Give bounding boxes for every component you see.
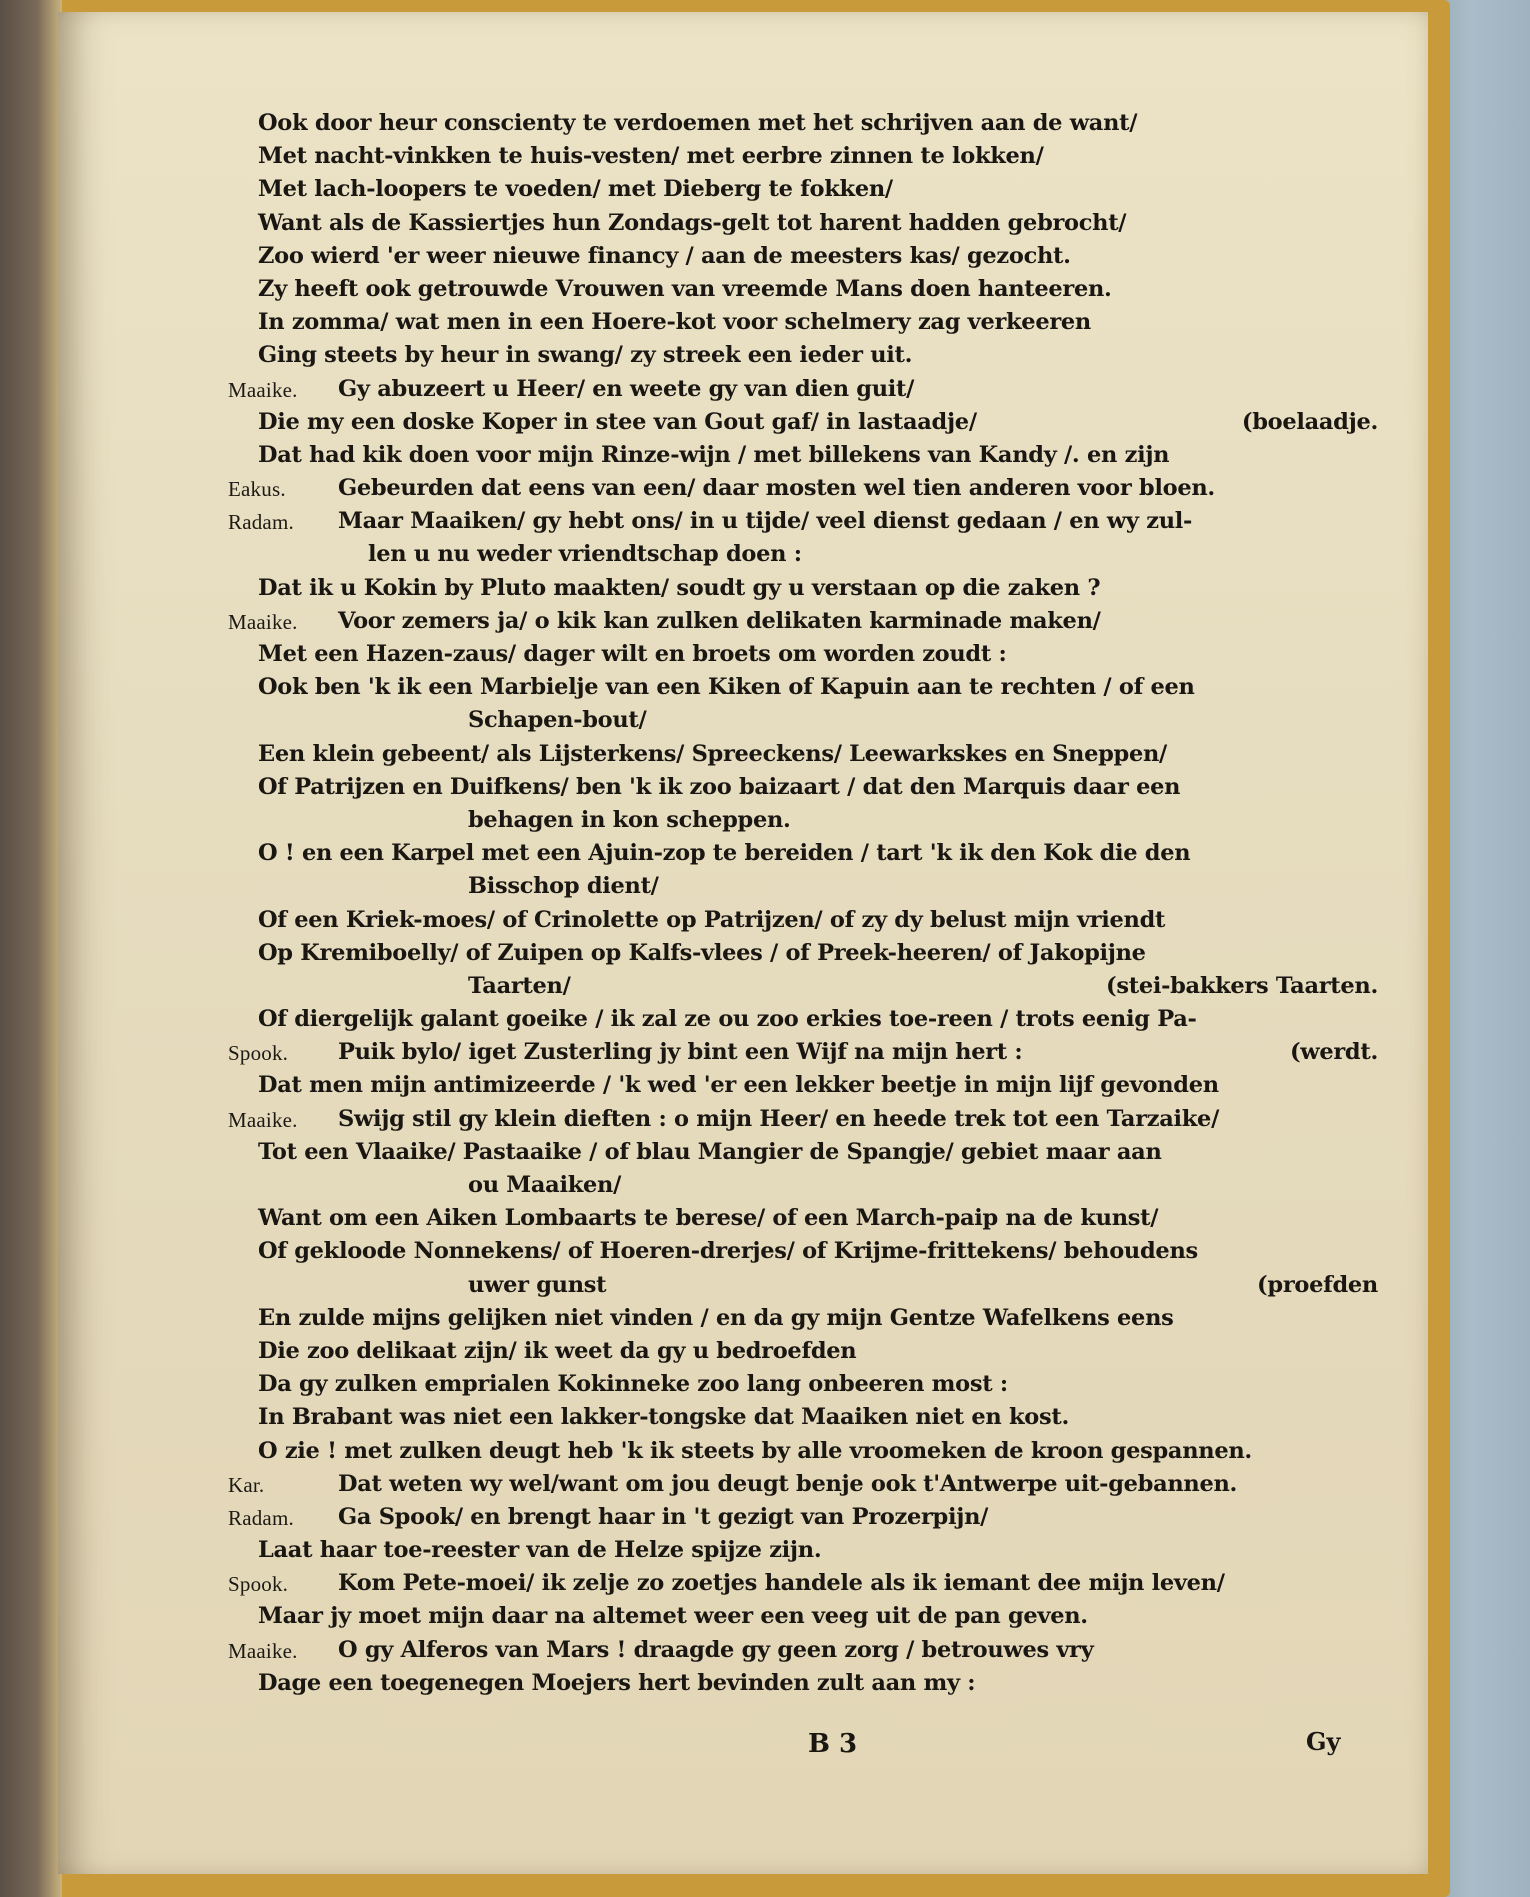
signature-mark: B 3 (808, 1729, 858, 1759)
text-line (228, 1371, 1378, 1404)
line-text: Da gy zulken emprialen Kokinneke zoo lang onbeeren most : (258, 1371, 1008, 1398)
text-line (228, 1603, 1378, 1636)
line-text: Gy abuzeert u Heer/ en weete gy van dien guit/ (338, 375, 915, 402)
text-line (228, 1471, 1378, 1504)
text-line (228, 475, 1378, 508)
line-text: In Brabant was niet een lakker-tongske dat Maaiken niet en kost. (258, 1404, 1069, 1431)
line-text: Puik bylo/ iget Zusterling jy bint een Wijf na mijn hert : (338, 1039, 1023, 1066)
line-text: Die zoo delikaat zijn/ ik weet da gy u bedroefden (258, 1337, 857, 1364)
line-text: O gy Alferos van Mars ! draagde gy geen zorg / betrouwes vry (338, 1636, 1094, 1663)
line-text: Ook door heur conscienty te verdoemen met het schrijven aan de want/ (258, 110, 1138, 136)
text-line (228, 409, 1378, 442)
speaker-label: Spook. (228, 1572, 289, 1597)
line-text: Want als de Kassiertjes hun Zondags-gelt tot harent hadden gebrocht/ (258, 209, 1127, 236)
text-line (228, 1238, 1378, 1271)
text-line (228, 1305, 1378, 1338)
line-text: Ging steets by heur in swang/ zy streek een ieder uit. (258, 342, 913, 369)
text-line (228, 873, 1378, 906)
line-text: Voor zemers ja/ o kik kan zulken delikaten karminade maken/ (338, 607, 1101, 634)
text-line (228, 674, 1378, 707)
line-text: Of een Kriek-moes/ of Crinolette op Patrijzen/ of zy dy belust mijn vriendt (258, 906, 1166, 933)
line-text: Schapen-bout/ (468, 707, 647, 734)
text-line (228, 210, 1378, 243)
line-text: Want om een Aiken Lombaarts te berese/ of een March-paip na de kunst/ (258, 1205, 1159, 1232)
line-text: Met nacht-vinkken te huis-vesten/ met eerbre zinnen te lokken/ (258, 143, 1044, 170)
line-text: En zulde mijns gelijken niet vinden / en da gy mijn Gentze Wafelkens eens (258, 1304, 1174, 1331)
text-line (228, 1272, 1378, 1305)
text-line (228, 1438, 1378, 1471)
speaker-label: Kar. (228, 1472, 265, 1497)
text-line (228, 575, 1378, 608)
text-line (228, 807, 1378, 840)
turnover-text: (stei-bakkers Taarten. (1106, 972, 1378, 999)
text-line (228, 1537, 1378, 1570)
line-text: Gebeurden dat eens van een/ daar mosten wel tien anderen voor bloen. (338, 475, 1215, 502)
turnover-text: (boelaadje. (1241, 408, 1378, 435)
text-line (228, 1072, 1378, 1105)
text-line (228, 442, 1378, 475)
speaker-label: Maaike. (228, 377, 298, 402)
line-text: Met een Hazen-zaus/ dager wilt en broets om worden zoudt : (258, 641, 1007, 667)
line-text: Die my een doske Koper in stee van Gout gaf/ in lastaadje/ (258, 408, 977, 435)
text-line (228, 309, 1378, 342)
speaker-label: Radam. (228, 1505, 294, 1530)
line-text: Dat ik u Kokin by Pluto maakten/ soudt gy u verstaan op die zaken ? (258, 574, 1101, 601)
speaker-label: Eakus. (228, 477, 286, 502)
text-line (228, 110, 1378, 143)
line-text: Taarten/ (468, 972, 571, 999)
text-line (228, 608, 1378, 641)
line-text: Zoo wierd 'er weer nieuwe financy / aan de meesters kas/ gezocht. (258, 242, 1071, 269)
text-line (228, 1570, 1378, 1603)
line-text: behagen in kon scheppen. (468, 806, 791, 833)
line-text: Zy heeft ook getrouwde Vrouwen van vreemde Mans doen hanteeren. (258, 275, 1112, 302)
turnover-text: (proefden (1257, 1271, 1378, 1298)
line-text: Bisschop dient/ (468, 873, 659, 900)
line-text: Dat weten wy wel/want om jou deugt benje ook t'Antwerpe uit-gebannen. (338, 1470, 1238, 1497)
line-text: len u nu weder vriendtschap doen : (368, 541, 802, 568)
speaker-label: Maaike. (228, 1638, 298, 1663)
line-text: Tot een Vlaaike/ Pastaaike / of blau Mangier de Spangje/ gebiet maar aan (258, 1138, 1162, 1165)
text-line (228, 907, 1378, 940)
text-line (228, 1139, 1378, 1172)
line-text: Maar Maaiken/ gy hebt ons/ in u tijde/ veel dienst gedaan / en wy zul- (338, 508, 1193, 535)
turnover-text: (werdt. (1289, 1039, 1378, 1066)
line-text: Swijg stil gy klein dieften : o mijn Heer/ en heede trek tot een Tarzaike/ (338, 1105, 1219, 1132)
text-line (228, 1205, 1378, 1238)
text-line (228, 741, 1378, 774)
text-line (228, 840, 1378, 873)
text-line (228, 707, 1378, 740)
line-text: O ! en een Karpel met een Ajuin-zop te bereiden / tart 'k ik den Kok die den (258, 840, 1191, 867)
line-text: Maar jy moet mijn daar na altemet weer een veeg uit de pan geven. (258, 1603, 1088, 1630)
text-line (228, 1504, 1378, 1537)
line-text: Dat had kik doen voor mijn Rinze-wijn / met billekens van Kandy /. en zijn (258, 441, 1170, 468)
line-text: Of Patrijzen en Duifkens/ ben 'k ik zoo baizaart / dat den Marquis daar een (258, 773, 1181, 800)
speaker-label: Spook. (228, 1041, 289, 1066)
text-block (228, 110, 1378, 1703)
book-page (58, 12, 1428, 1874)
line-text: Ook ben 'k ik een Marbielje van een Kiken of Kapuin aan te rechten / of een (258, 674, 1195, 701)
speaker-label: Maaike. (228, 1107, 298, 1132)
line-text: Op Kremiboelly/ of Zuipen op Kalfs-vlees / of Preek-heeren/ of Jakopijne (258, 939, 1146, 966)
line-text: Laat haar toe-reester van de Helze spijze zijn. (258, 1537, 822, 1564)
text-line (228, 1404, 1378, 1437)
line-text: Kom Pete-moei/ ik zelje zo zoetjes handele als ik iemant dee mijn leven/ (338, 1570, 1225, 1597)
line-text: Met lach-loopers te voeden/ met Dieberg te fokken/ (258, 176, 893, 203)
line-text: Of gekloode Nonnekens/ of Hoeren-drerjes/ of Krijme-frittekens/ behoudens (258, 1238, 1198, 1265)
text-line (228, 1106, 1378, 1139)
text-line (228, 342, 1378, 375)
text-line (228, 243, 1378, 276)
text-line (228, 143, 1378, 176)
line-text: In zomma/ wat men in een Hoere-kot voor schelmery zag verkeeren (258, 309, 1091, 336)
text-line (228, 376, 1378, 409)
text-line (228, 1338, 1378, 1371)
line-text: Dage een toegenegen Moejers hert bevinden zult aan my : (258, 1669, 976, 1696)
line-text: Of diergelijk galant goeike / ik zal ze ou zoo erkies toe-reen / trots eenig Pa- (258, 1006, 1197, 1033)
text-line (228, 508, 1378, 541)
catchword: Gy (1306, 1727, 1341, 1756)
text-line (228, 1670, 1378, 1703)
book-spine (0, 0, 62, 1897)
line-text: Een klein gebeent/ als Lijsterkens/ Spreeckens/ Leewarkskes en Sneppen/ (258, 740, 1167, 767)
text-line (228, 973, 1378, 1006)
text-line (228, 1172, 1378, 1205)
line-text: Ga Spook/ en brengt haar in 't gezigt van Prozerpijn/ (338, 1503, 989, 1530)
text-line (228, 774, 1378, 807)
speaker-label: Maaike. (228, 609, 298, 634)
text-line (228, 1039, 1378, 1072)
text-line (228, 641, 1378, 674)
line-text: uwer gunst (468, 1271, 607, 1298)
speaker-label: Radam. (228, 510, 294, 535)
text-line (228, 940, 1378, 973)
line-text: Dat men mijn antimizeerde / 'k wed 'er een lekker beetje in mijn lijf gevonden (258, 1072, 1219, 1099)
text-line (228, 541, 1378, 574)
text-line (228, 1637, 1378, 1670)
line-text: ou Maaiken/ (468, 1172, 621, 1198)
text-line (228, 176, 1378, 209)
text-line (228, 1006, 1378, 1039)
line-text: O zie ! met zulken deugt heb 'k ik steets by alle vroomeken de kroon gespannen. (258, 1437, 1252, 1464)
text-line (228, 276, 1378, 309)
